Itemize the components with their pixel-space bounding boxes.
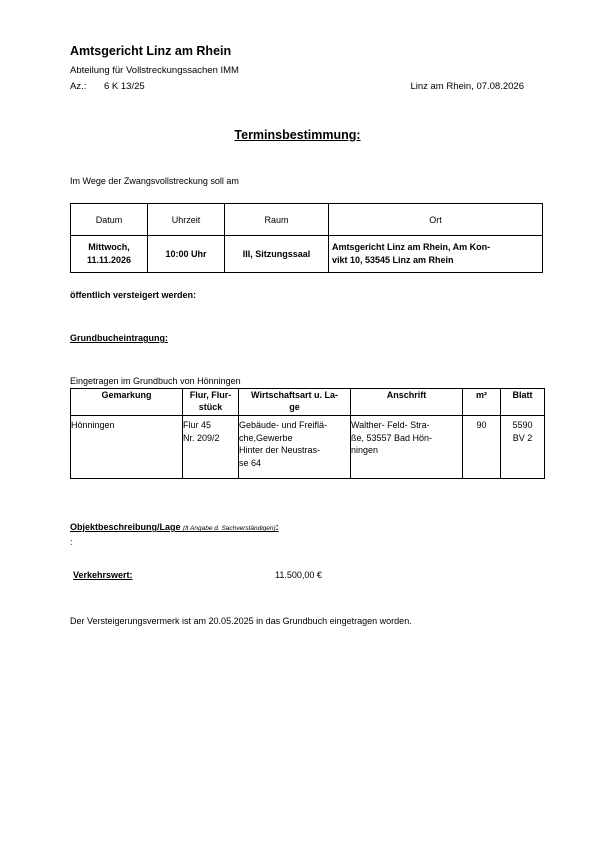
property-row — [71, 416, 545, 479]
grundbuch-intro: Eingetragen im Grundbuch von Hönningen — [70, 376, 241, 386]
cell-gemarkung: Hönningen — [71, 416, 183, 479]
header-anschrift: Anschrift — [351, 389, 463, 416]
date-line-1: Mittwoch, — [88, 242, 130, 252]
schedule-header-row — [71, 204, 543, 236]
cell-time: 10:00 Uhr — [148, 236, 225, 273]
verkehrswert-label: Verkehrswert: — [73, 570, 133, 580]
location-line-1: Amtsgericht Linz am Rhein, Am Kon- — [332, 242, 491, 252]
objekt-note: (lt Angabe d. Sachverständigen) — [183, 525, 276, 532]
objekt-heading-text: Objektbeschreibung/Lage — [70, 522, 181, 532]
cell-wirtschaftsart — [239, 416, 351, 479]
cell-room: III, Sitzungssaal — [225, 236, 329, 273]
flur-line-2: Nr. 209/2 — [183, 432, 220, 443]
wirtschaftsart-line-1: Gebäude- und Freiflä- — [239, 420, 328, 430]
wirtschaftsart-line-3: Hinter der Neustras- — [239, 445, 321, 455]
objekt-suffix: : — [275, 522, 279, 532]
header-blatt: Blatt — [501, 389, 545, 416]
header-flur-line-1: Flur, Flur- — [189, 390, 232, 400]
cell-m2: 90 — [463, 416, 501, 479]
department: Abteilung für Vollstreckungssachen IMM — [70, 65, 239, 76]
blatt-line-1: 5590 — [512, 420, 533, 430]
header-wirtschaftsart — [239, 389, 351, 416]
property-table — [70, 388, 545, 479]
cell-date — [71, 236, 148, 273]
wirtschaftsart-line-4: se 64 — [239, 457, 262, 468]
place-and-date: Linz am Rhein, 07.08.2026 — [410, 81, 524, 92]
schedule-row — [71, 236, 543, 273]
intro-text: Im Wege der Zwangsvollstreckung soll am — [70, 176, 239, 186]
document-title: Terminsbestimmung: — [234, 128, 361, 142]
grundbuch-heading: Grundbucheintragung: — [70, 333, 168, 343]
verkehrswert-value: 11.500,00 € — [275, 570, 322, 580]
objekt-value: : — [70, 537, 73, 547]
blatt-line-2: BV 2 — [512, 432, 533, 443]
header-gemarkung: Gemarkung — [71, 389, 183, 416]
schedule-table — [70, 203, 543, 273]
sold-text: öffentlich versteigert werden: — [70, 290, 197, 300]
header-ort: Ort — [329, 204, 543, 236]
header-flur-line-2: stück — [198, 402, 223, 412]
objekt-heading — [70, 522, 279, 532]
header-datum: Datum — [71, 204, 148, 236]
versteigerungsvermerk: Der Versteigerungsvermerk ist am 20.05.2025 in das Grundbuch eingetragen worden. — [70, 616, 412, 626]
location-line-2: vikt 10, 53545 Linz am Rhein — [332, 255, 454, 265]
cell-location — [329, 236, 543, 273]
header-uhrzeit: Uhrzeit — [148, 204, 225, 236]
cell-flur — [183, 416, 239, 479]
header-raum: Raum — [225, 204, 329, 236]
date-line-2: 11.11.2026 — [86, 255, 132, 265]
property-header-row — [71, 389, 545, 416]
cell-anschrift — [351, 416, 463, 479]
court-name: Amtsgericht Linz am Rhein — [70, 44, 232, 58]
flur-line-1: Flur 45 — [183, 420, 212, 430]
anschrift-line-2: ße, 53557 Bad Hön- — [351, 432, 433, 443]
cell-blatt — [501, 416, 545, 479]
wirtschaftsart-line-2: che,Gewerbe — [239, 432, 293, 443]
case-number-label: Az.: — [70, 81, 87, 92]
header-flur — [183, 389, 239, 416]
anschrift-line-3: ningen — [351, 445, 379, 455]
header-wirtschaftsart-line-2: ge — [289, 402, 300, 412]
header-wirtschaftsart-line-1: Wirtschaftsart u. La- — [251, 390, 338, 400]
anschrift-line-1: Walther- Feld- Stra- — [351, 420, 430, 430]
case-number: 6 K 13/25 — [104, 81, 145, 92]
header-m2: m² — [463, 389, 501, 416]
